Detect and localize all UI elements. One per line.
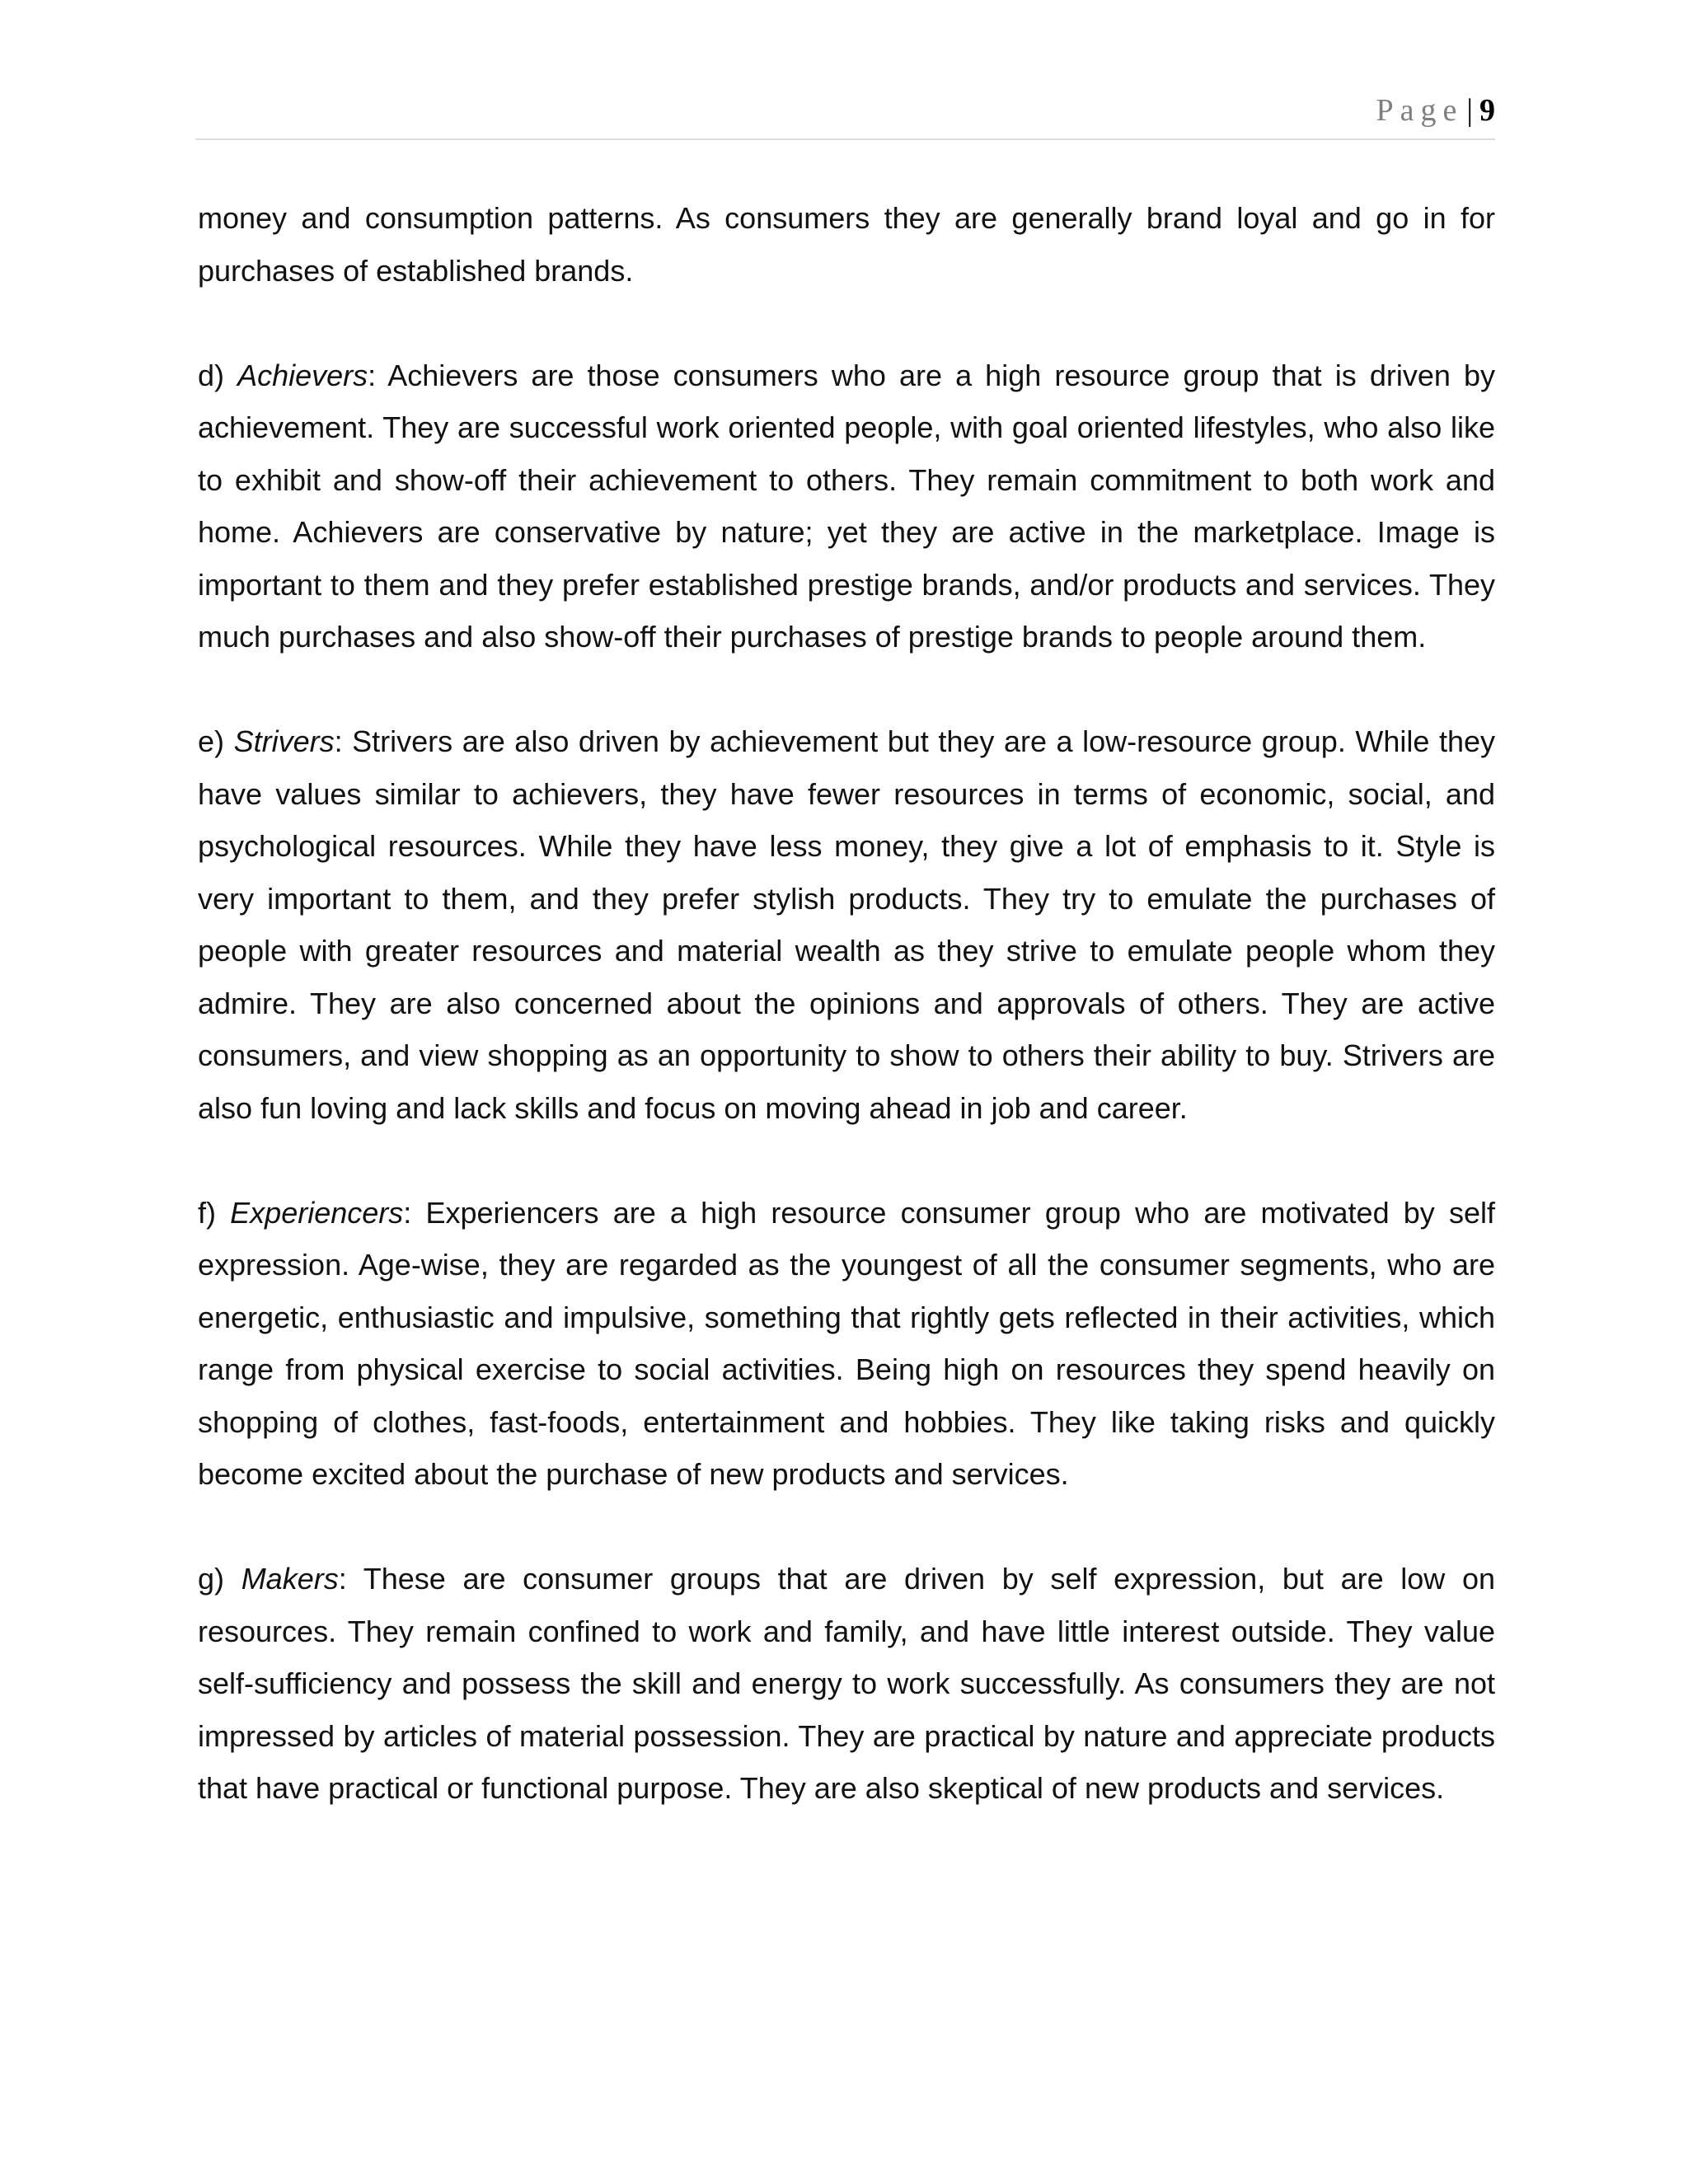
paragraph-continuation — [198, 192, 1495, 297]
term-strivers: Strivers — [233, 724, 335, 758]
term-achievers: Achievers — [237, 358, 368, 392]
term-makers: Makers — [241, 1562, 339, 1596]
paragraph-achievers — [198, 349, 1495, 663]
paragraph-prefix: e) — [198, 724, 234, 758]
term-experiencers: Experiencers — [230, 1195, 404, 1230]
paragraph-text: : Strivers are also driven by achievement but they are a low-resource group. While they have values similar to achievers, they have fewer resources in terms of economic, social, and psychological resources. While they have less money, they give a lot of emphasis to it. Style is very important to them, and they prefer stylish products. They try to emulate the purchases of people with greater resources and material wealth as they strive to emulate people whom they admire. They are also concerned about the opinions and approvals of others. They are active consumers, and view shopping as an opportunity to show to others their ability to buy. Strivers are also fun loving and lack skills and focus on moving ahead in job and career. — [198, 724, 1496, 1125]
paragraph-prefix: d) — [198, 358, 238, 392]
paragraph-text: money and consumption patterns. As consumers they are generally brand loyal and go in for purchases of established brands. — [198, 201, 1495, 288]
page-separator: | — [1466, 93, 1473, 128]
page-label: Page — [1376, 93, 1464, 128]
document-body — [198, 192, 1495, 1867]
paragraph-makers — [198, 1553, 1495, 1815]
paragraph-experiencers — [198, 1187, 1495, 1501]
paragraph-prefix: f) — [198, 1195, 231, 1230]
paragraph-text: : Experiencers are a high resource consumer group who are motivated by self expression. Age-wise, they are regarded as the youngest of all the consumer segments, who are energetic, enthusiastic and impulsive, something that rightly gets reflected in their activities, which range from physical exercise to social activities. Being high on resources they spend heavily on shopping of clothes, fast-foods, entertainment and hobbies. They like taking risks and quickly become excited about the purchase of new products and services. — [198, 1195, 1495, 1491]
paragraph-text: : Achievers are those consumers who are a high resource group that is driven by achievement. They are successful work oriented people, with goal oriented lifestyles, who also like to exhibit and show-off their achievement to others. They remain commitment to both work and home. Achievers are conservative by nature; yet they are active in the marketplace. Image is important to them and they prefer established prestige brands, and/or products and services. They much purchases and also show-off their purchases of prestige brands to people around them. — [198, 358, 1495, 654]
page-header — [195, 92, 1495, 140]
paragraph-strivers — [198, 715, 1495, 1134]
page-number: 9 — [1479, 93, 1495, 128]
paragraph-text: : These are consumer groups that are driven by self expression, but are low on resources. They remain confined to work and family, and have little interest outside. They value self-sufficiency and possess the skill and energy to work successfully. As consumers they are not impressed by articles of material possession. They are practical by nature and appreciate products that have practical or functional purpose. They are also skeptical of new products and services. — [198, 1562, 1495, 1805]
paragraph-prefix: g) — [198, 1562, 241, 1596]
